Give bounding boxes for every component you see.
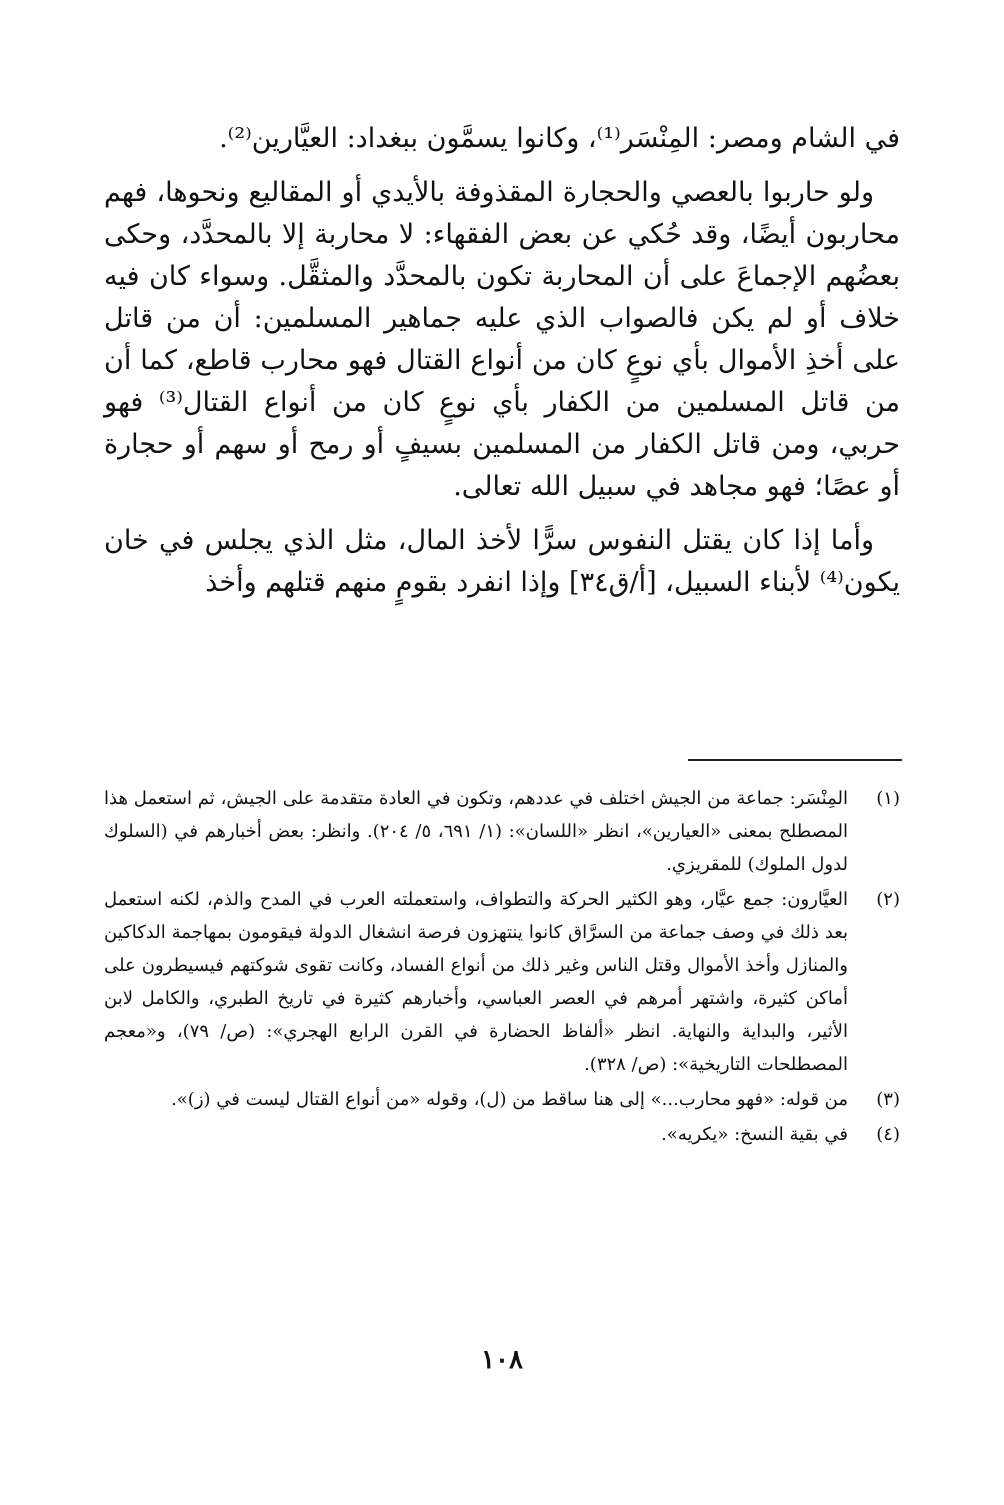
footnote-number: (١) [876, 788, 900, 809]
footnote-text: العيَّارون: جمع عيَّار، وهو الكثير الحركة والتطواف، واستعملته العرب في المدح والذم، لكنه استعمل بعد ذلك في وصف جماعة من السرَّاق كانوا ينتهزون فرصة انشغال الدولة فيقومون بمهاجمة الدكاكين والمنازل وأخذ الأموال وقتل الناس وغير ذلك من أنواع الفساد، وكانت تقوى شوكتهم فيسيطرون على أماكن كثيرة، واشتهر أمرهم في العصر العباسي، وأخبارهم كثيرة في تاريخ الطبري، والكامل لابن الأثير، والبداية والنهاية. انظر «ألفاظ الحضارة في القرن الرابع الهجري»: (ص/ ٧٩)، و«معجم المصطلحات التاريخية»: (ص/ ٣٢٨). [104, 889, 848, 1075]
footnote-separator [688, 759, 902, 761]
main-text [104, 118, 900, 604]
paragraph-3: وأما إذا كان يقتل النفوس سرًّا لأخذ المال، مثل الذي يجلس في خان يكون⁽⁴⁾ لأبناء السبيل، [أ/ق٣٤] وإذا انفرد بقومٍ منهم قتلهم وأخذ [104, 525, 900, 598]
footnote-number: (٢) [876, 889, 900, 910]
paragraph-1: في الشام ومصر: المِنْسَر⁽¹⁾، وكانوا يسمَّون ببغداد: العيَّارين⁽²⁾. [219, 123, 900, 154]
paragraph-2: ولو حاربوا بالعصي والحجارة المقذوفة بالأيدي أو المقاليع ونحوها، فهم محاربون أيضًا، وقد حُكي عن بعض الفقهاء: لا محاربة إلا بالمحدَّد، وحكى بعضُهم الإجماعَ على أن المحاربة تكون بالمحدَّد والمثقَّل. وسواء كان فيه خلاف أو لم يكن فالصواب الذي عليه جماهير المسلمين: أن من قاتل على أخذِ الأموال بأي نوعٍ كان من أنواع القتال فهو محارب قاطع، كما أن من قاتل المسلمين من الكفار بأي نوعٍ كان من أنواع القتال⁽³⁾ فهو حربي، ومن قاتل الكفار من المسلمين بسيفٍ أو رمح أو سهم أو حجارة أو عصًا؛ فهو مجاهد في سبيل الله تعالى. [104, 177, 900, 502]
footnote-number: (٤) [876, 1124, 900, 1145]
footnotes [104, 782, 900, 1153]
footnote-text: في بقية النسخ: «يكريه». [661, 1124, 848, 1145]
footnote-text: المِنْسَر: جماعة من الجيش اختلف في عددهم، وتكون في العادة متقدمة على الجيش، ثم استعمل هذا المصطلح بمعنى «العيارين»، انظر «اللسان»: (١/ ٦٩١، ٥/ ٢٠٤). وانظر: بعض أخبارهم في (السلوك لدول الملوك) للمقريزي. [104, 788, 848, 875]
footnote-text: من قوله: «فهو محارب...» إلى هنا ساقط من (ل)، وقوله «من أنواع القتال ليست في (ز)». [171, 1089, 848, 1110]
footnote-2 [104, 883, 900, 1081]
footnote-3 [104, 1083, 900, 1116]
footnote-1 [104, 782, 900, 881]
footnote-4 [104, 1118, 900, 1151]
footnote-number: (٣) [876, 1089, 900, 1110]
page-number: ١٠٨ [481, 1345, 523, 1375]
